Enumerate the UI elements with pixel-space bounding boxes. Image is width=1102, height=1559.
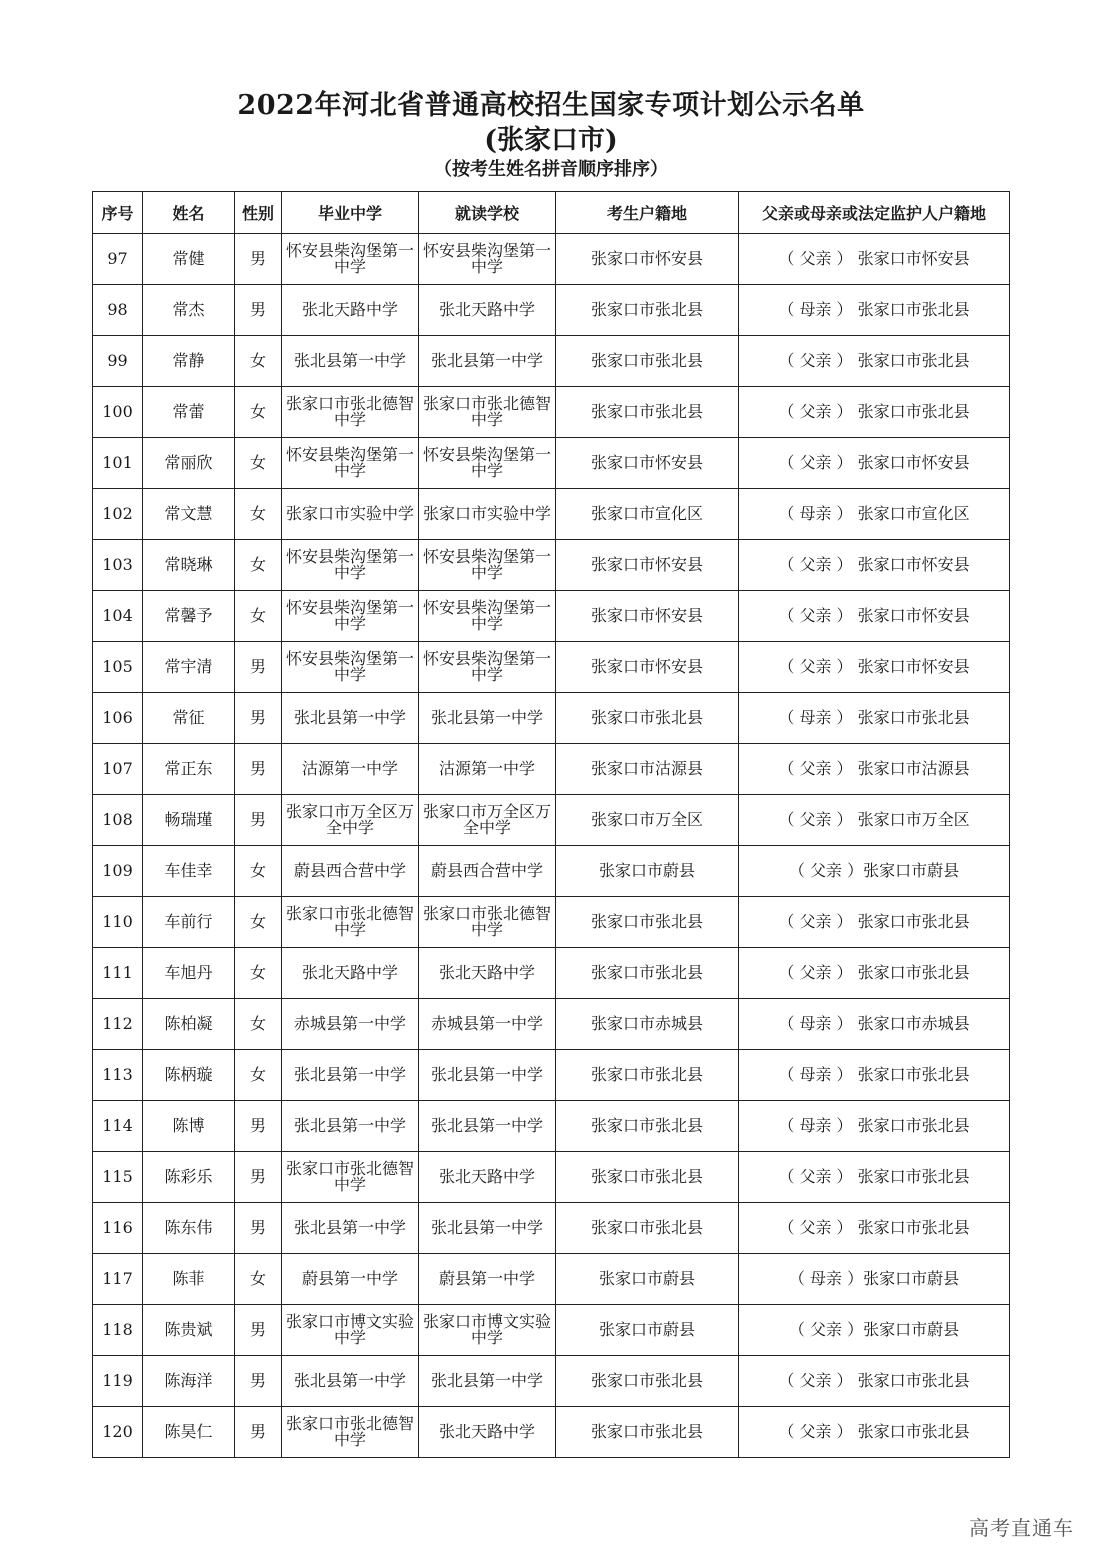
table-row (93, 1203, 1010, 1254)
cell-gender: 男 (235, 642, 282, 693)
cell-no: 111 (93, 948, 143, 999)
table-row (93, 489, 1010, 540)
cell-residence: 张家口市怀安县 (556, 591, 739, 642)
cell-no: 99 (93, 336, 143, 387)
cell-current-school: 张北天路中学 (419, 285, 556, 336)
cell-current-school: 张家口市博文实验中学 (419, 1305, 556, 1356)
header-grad-school: 毕业中学 (282, 192, 419, 234)
cell-current-school: 张家口市实验中学 (419, 489, 556, 540)
cell-residence: 张家口市宣化区 (556, 489, 739, 540)
cell-grad-school: 怀安县柴沟堡第一中学 (282, 234, 419, 285)
cell-name: 陈菲 (143, 1254, 235, 1305)
cell-current-school: 蔚县第一中学 (419, 1254, 556, 1305)
cell-no: 115 (93, 1152, 143, 1203)
table-row (93, 438, 1010, 489)
cell-current-school: 张北县第一中学 (419, 693, 556, 744)
cell-guardian-residence: （ 母亲 ） 张家口市宣化区 (739, 489, 1010, 540)
cell-guardian-residence: （ 父亲 ）张家口市蔚县 (739, 1305, 1010, 1356)
cell-residence: 张家口市蔚县 (556, 1305, 739, 1356)
table-row (93, 1101, 1010, 1152)
cell-gender: 男 (235, 744, 282, 795)
cell-guardian-residence: （ 父亲 ） 张家口市张北县 (739, 387, 1010, 438)
cell-name: 常杰 (143, 285, 235, 336)
cell-no: 109 (93, 846, 143, 897)
cell-gender: 女 (235, 1254, 282, 1305)
cell-residence: 张家口市张北县 (556, 1356, 739, 1407)
cell-grad-school: 蔚县第一中学 (282, 1254, 419, 1305)
cell-no: 104 (93, 591, 143, 642)
cell-no: 117 (93, 1254, 143, 1305)
cell-guardian-residence: （ 父亲 ） 张家口市张北县 (739, 1356, 1010, 1407)
cell-current-school: 张北天路中学 (419, 1152, 556, 1203)
document-title: 2022年河北省普通高校招生国家专项计划公示名单 (237, 90, 865, 121)
cell-no: 107 (93, 744, 143, 795)
cell-grad-school: 张家口市张北德智中学 (282, 1152, 419, 1203)
sort-note: （按考生姓名拼音顺序排序） (434, 159, 668, 180)
cell-grad-school: 张家口市实验中学 (282, 489, 419, 540)
cell-no: 103 (93, 540, 143, 591)
cell-guardian-residence: （ 父亲 ） 张家口市张北县 (739, 1152, 1010, 1203)
table-row (93, 948, 1010, 999)
cell-guardian-residence: （ 父亲 ） 张家口市张北县 (739, 1407, 1010, 1458)
cell-residence: 张家口市怀安县 (556, 234, 739, 285)
cell-name: 车佳幸 (143, 846, 235, 897)
cell-no: 118 (93, 1305, 143, 1356)
cell-guardian-residence: （ 母亲 ） 张家口市张北县 (739, 1101, 1010, 1152)
cell-name: 车旭丹 (143, 948, 235, 999)
cell-grad-school: 张北县第一中学 (282, 1203, 419, 1254)
cell-no: 100 (93, 387, 143, 438)
cell-residence: 张家口市张北县 (556, 948, 739, 999)
table-row (93, 1305, 1010, 1356)
cell-guardian-residence: （ 父亲 ） 张家口市怀安县 (739, 642, 1010, 693)
cell-gender: 女 (235, 438, 282, 489)
cell-grad-school: 张北县第一中学 (282, 1050, 419, 1101)
cell-name: 常晓琳 (143, 540, 235, 591)
cell-current-school: 张北县第一中学 (419, 1101, 556, 1152)
cell-current-school: 张北天路中学 (419, 1407, 556, 1458)
cell-no: 106 (93, 693, 143, 744)
table-row (93, 336, 1010, 387)
cell-gender: 女 (235, 948, 282, 999)
cell-residence: 张家口市沽源县 (556, 744, 739, 795)
header-guardian-residence: 父亲或母亲或法定监护人户籍地 (739, 192, 1010, 234)
cell-guardian-residence: （ 父亲 ）张家口市蔚县 (739, 846, 1010, 897)
table-header (93, 192, 1010, 234)
cell-no: 112 (93, 999, 143, 1050)
cell-current-school: 沽源第一中学 (419, 744, 556, 795)
cell-no: 110 (93, 897, 143, 948)
table-row (93, 795, 1010, 846)
table-row (93, 642, 1010, 693)
cell-name: 常丽欣 (143, 438, 235, 489)
cell-guardian-residence: （ 父亲 ） 张家口市张北县 (739, 1203, 1010, 1254)
table-row (93, 285, 1010, 336)
cell-name: 陈彩乐 (143, 1152, 235, 1203)
header-residence: 考生户籍地 (556, 192, 739, 234)
table-row (93, 387, 1010, 438)
cell-gender: 女 (235, 387, 282, 438)
cell-residence: 张家口市怀安县 (556, 642, 739, 693)
cell-current-school: 张北县第一中学 (419, 1050, 556, 1101)
cell-grad-school: 张家口市张北德智中学 (282, 897, 419, 948)
cell-grad-school: 怀安县柴沟堡第一中学 (282, 540, 419, 591)
table-row (93, 234, 1010, 285)
cell-gender: 男 (235, 1356, 282, 1407)
cell-gender: 女 (235, 897, 282, 948)
header-row (93, 192, 1010, 234)
cell-name: 常馨予 (143, 591, 235, 642)
cell-gender: 男 (235, 693, 282, 744)
cell-current-school: 蔚县西合营中学 (419, 846, 556, 897)
cell-name: 常静 (143, 336, 235, 387)
cell-guardian-residence: （ 父亲 ） 张家口市张北县 (739, 336, 1010, 387)
cell-no: 98 (93, 285, 143, 336)
cell-no: 113 (93, 1050, 143, 1101)
cell-current-school: 张北县第一中学 (419, 336, 556, 387)
table-row (93, 1152, 1010, 1203)
cell-guardian-residence: （ 母亲 ） 张家口市赤城县 (739, 999, 1010, 1050)
cell-guardian-residence: （ 父亲 ） 张家口市沽源县 (739, 744, 1010, 795)
cell-grad-school: 张北天路中学 (282, 948, 419, 999)
cell-gender: 男 (235, 234, 282, 285)
cell-residence: 张家口市怀安县 (556, 438, 739, 489)
cell-name: 陈东伟 (143, 1203, 235, 1254)
cell-grad-school: 张家口市张北德智中学 (282, 1407, 419, 1458)
cell-no: 102 (93, 489, 143, 540)
cell-current-school: 怀安县柴沟堡第一中学 (419, 234, 556, 285)
cell-grad-school: 沽源第一中学 (282, 744, 419, 795)
table-row (93, 1407, 1010, 1458)
watermark: 高考直通车 (969, 1516, 1074, 1540)
cell-residence: 张家口市蔚县 (556, 846, 739, 897)
cell-residence: 张家口市张北县 (556, 1050, 739, 1101)
table-row (93, 999, 1010, 1050)
cell-name: 常征 (143, 693, 235, 744)
cell-grad-school: 张家口市张北德智中学 (282, 387, 419, 438)
cell-name: 畅瑞瑾 (143, 795, 235, 846)
cell-guardian-residence: （ 父亲 ） 张家口市怀安县 (739, 540, 1010, 591)
cell-gender: 女 (235, 1050, 282, 1101)
table-row (93, 1050, 1010, 1101)
table-row (93, 1254, 1010, 1305)
cell-residence: 张家口市赤城县 (556, 999, 739, 1050)
cell-grad-school: 张北天路中学 (282, 285, 419, 336)
cell-guardian-residence: （ 父亲 ） 张家口市怀安县 (739, 234, 1010, 285)
cell-current-school: 张北县第一中学 (419, 1203, 556, 1254)
cell-current-school: 赤城县第一中学 (419, 999, 556, 1050)
cell-gender: 女 (235, 846, 282, 897)
cell-residence: 张家口市蔚县 (556, 1254, 739, 1305)
cell-residence: 张家口市张北县 (556, 897, 739, 948)
cell-gender: 女 (235, 999, 282, 1050)
cell-guardian-residence: （ 母亲 ） 张家口市张北县 (739, 285, 1010, 336)
cell-residence: 张家口市张北县 (556, 285, 739, 336)
cell-residence: 张家口市怀安县 (556, 540, 739, 591)
cell-name: 车前行 (143, 897, 235, 948)
cell-current-school: 张北县第一中学 (419, 1356, 556, 1407)
cell-guardian-residence: （ 父亲 ） 张家口市怀安县 (739, 438, 1010, 489)
cell-no: 114 (93, 1101, 143, 1152)
cell-residence: 张家口市张北县 (556, 1407, 739, 1458)
cell-residence: 张家口市张北县 (556, 387, 739, 438)
city-subtitle: (张家口市) (484, 125, 618, 156)
table-row (93, 591, 1010, 642)
cell-residence: 张家口市张北县 (556, 693, 739, 744)
cell-grad-school: 张北县第一中学 (282, 693, 419, 744)
cell-grad-school: 张北县第一中学 (282, 1356, 419, 1407)
cell-gender: 男 (235, 1407, 282, 1458)
cell-grad-school: 怀安县柴沟堡第一中学 (282, 438, 419, 489)
cell-guardian-residence: （ 母亲 ） 张家口市张北县 (739, 1050, 1010, 1101)
cell-residence: 张家口市张北县 (556, 336, 739, 387)
cell-name: 陈柄璇 (143, 1050, 235, 1101)
cell-name: 陈海洋 (143, 1356, 235, 1407)
cell-name: 常健 (143, 234, 235, 285)
cell-grad-school: 蔚县西合营中学 (282, 846, 419, 897)
cell-gender: 女 (235, 591, 282, 642)
header-name: 姓名 (143, 192, 235, 234)
table-row (93, 693, 1010, 744)
cell-residence: 张家口市万全区 (556, 795, 739, 846)
document-title-block (0, 88, 1102, 182)
cell-grad-school: 赤城县第一中学 (282, 999, 419, 1050)
table-row (93, 1356, 1010, 1407)
table-row (93, 540, 1010, 591)
cell-guardian-residence: （ 母亲 ）张家口市蔚县 (739, 1254, 1010, 1305)
cell-name: 陈昊仁 (143, 1407, 235, 1458)
cell-grad-school: 张北县第一中学 (282, 336, 419, 387)
cell-no: 108 (93, 795, 143, 846)
cell-grad-school: 张家口市万全区万全中学 (282, 795, 419, 846)
cell-name: 陈柏凝 (143, 999, 235, 1050)
cell-grad-school: 怀安县柴沟堡第一中学 (282, 591, 419, 642)
cell-guardian-residence: （ 父亲 ） 张家口市万全区 (739, 795, 1010, 846)
table-row (93, 846, 1010, 897)
cell-current-school: 张家口市张北德智中学 (419, 387, 556, 438)
cell-gender: 男 (235, 1152, 282, 1203)
cell-current-school: 怀安县柴沟堡第一中学 (419, 540, 556, 591)
cell-current-school: 张北天路中学 (419, 948, 556, 999)
cell-gender: 男 (235, 795, 282, 846)
cell-current-school: 张家口市张北德智中学 (419, 897, 556, 948)
cell-gender: 女 (235, 540, 282, 591)
cell-name: 陈博 (143, 1101, 235, 1152)
cell-no: 116 (93, 1203, 143, 1254)
cell-name: 常蕾 (143, 387, 235, 438)
cell-guardian-residence: （ 父亲 ） 张家口市怀安县 (739, 591, 1010, 642)
cell-guardian-residence: （ 母亲 ） 张家口市张北县 (739, 693, 1010, 744)
cell-grad-school: 怀安县柴沟堡第一中学 (282, 642, 419, 693)
cell-no: 101 (93, 438, 143, 489)
cell-no: 120 (93, 1407, 143, 1458)
table-body (93, 234, 1010, 1458)
cell-current-school: 张家口市万全区万全中学 (419, 795, 556, 846)
roster-table (92, 191, 1010, 1458)
cell-gender: 女 (235, 489, 282, 540)
cell-current-school: 怀安县柴沟堡第一中学 (419, 642, 556, 693)
cell-grad-school: 张家口市博文实验中学 (282, 1305, 419, 1356)
table-row (93, 744, 1010, 795)
header-current-school: 就读学校 (419, 192, 556, 234)
cell-current-school: 怀安县柴沟堡第一中学 (419, 591, 556, 642)
cell-no: 97 (93, 234, 143, 285)
cell-current-school: 怀安县柴沟堡第一中学 (419, 438, 556, 489)
header-no: 序号 (93, 192, 143, 234)
cell-grad-school: 张北县第一中学 (282, 1101, 419, 1152)
cell-no: 105 (93, 642, 143, 693)
cell-guardian-residence: （ 父亲 ） 张家口市张北县 (739, 948, 1010, 999)
header-gender: 性别 (235, 192, 282, 234)
cell-name: 常宇清 (143, 642, 235, 693)
cell-gender: 男 (235, 285, 282, 336)
cell-gender: 男 (235, 1203, 282, 1254)
cell-name: 陈贵斌 (143, 1305, 235, 1356)
cell-guardian-residence: （ 父亲 ） 张家口市张北县 (739, 897, 1010, 948)
cell-gender: 男 (235, 1101, 282, 1152)
table-row (93, 897, 1010, 948)
cell-no: 119 (93, 1356, 143, 1407)
cell-name: 常正东 (143, 744, 235, 795)
cell-residence: 张家口市张北县 (556, 1101, 739, 1152)
cell-gender: 女 (235, 336, 282, 387)
cell-name: 常文慧 (143, 489, 235, 540)
cell-residence: 张家口市张北县 (556, 1152, 739, 1203)
cell-residence: 张家口市张北县 (556, 1203, 739, 1254)
cell-gender: 男 (235, 1305, 282, 1356)
